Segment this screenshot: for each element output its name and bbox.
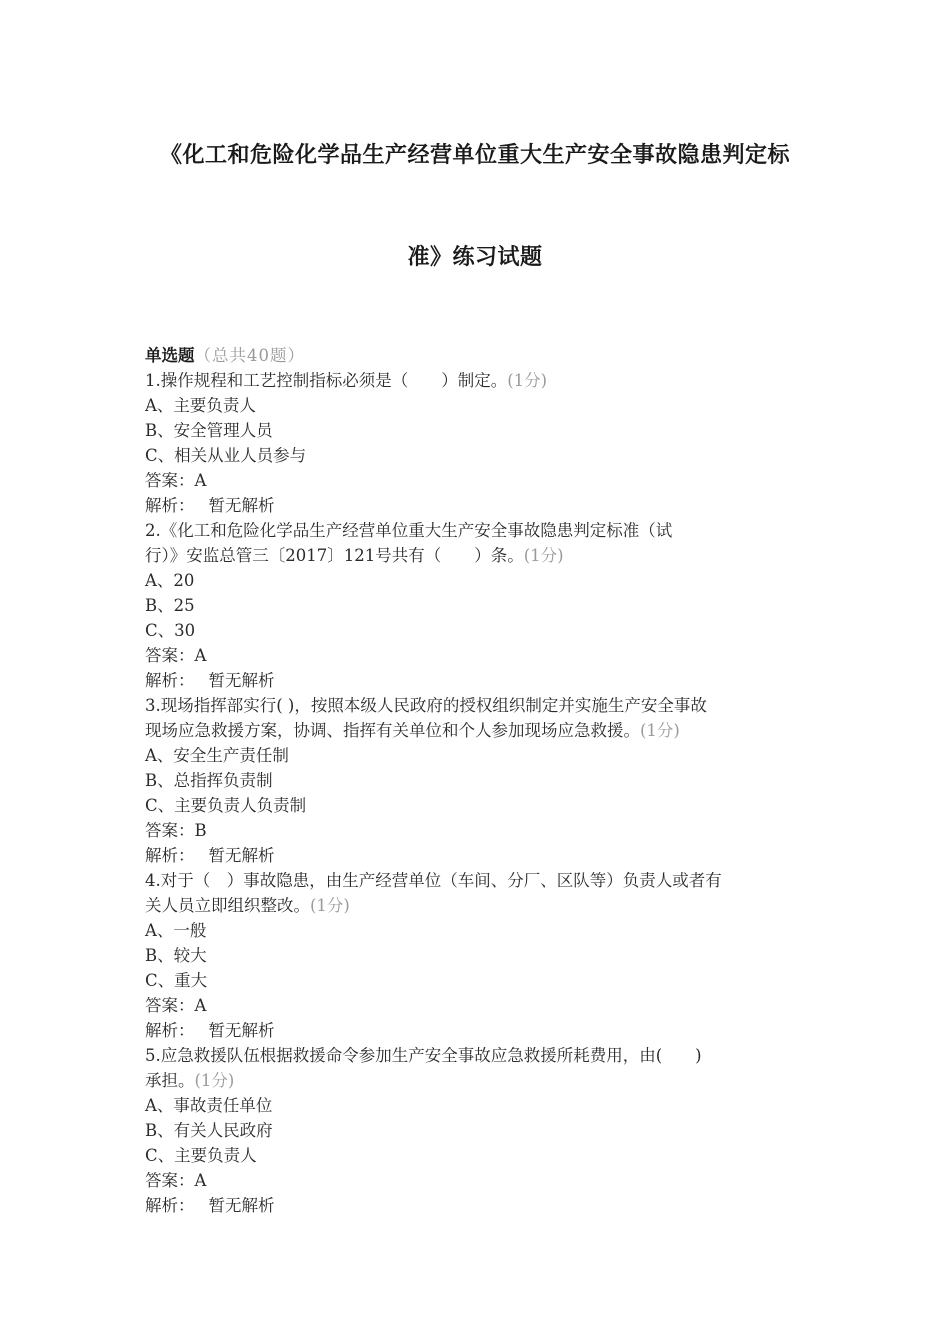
option-item: B、有关人民政府 [145,1121,273,1140]
answer-value: A [194,646,207,665]
question-text-line [145,1043,810,1068]
answer-label: 答案： [145,646,195,665]
question-text: 2.《化工和危险化学品生产经营单位重大生产安全事故隐患判定标准（试 [145,521,673,540]
question-text-line [145,893,810,918]
question-text: 4.对于（ ）事故隐患，由生产经营单位（车间、分厂、区队等）负责人或者有 [145,871,722,890]
section-label: 单选题 [145,346,195,365]
answer-value: A [194,471,207,490]
question-score: (1分) [507,371,548,390]
option-item: C、主要负责人 [145,1146,257,1165]
analysis-label: 解析： [145,1021,195,1040]
document-title-line-2: 准》练习试题 [407,244,543,270]
question-block [145,868,810,1043]
document-title-line-1: 《化工和危险化学品生产经营单位重大生产安全事故隐患判定标 [159,142,790,168]
answer-label: 答案： [145,1171,195,1190]
question-text: 5.应急救援队伍根据救援命令参加生产安全事故应急救援所耗费用，由( ) [145,1046,702,1065]
analysis-label: 解析： [145,1196,195,1215]
option-item: A、事故责任单位 [145,1096,273,1115]
question-text: 1.操作规程和工艺控制指标必须是（ ）制定。 [145,371,508,390]
question-text-line [145,543,810,568]
question-text: 承担。 [145,1071,195,1090]
section-heading [145,343,810,368]
question-text: 3.现场指挥部实行( )，按照本级人民政府的授权组织制定并实施生产安全事故 [145,696,707,715]
option-item: B、安全管理人员 [145,421,273,440]
answer-label: 答案： [145,821,195,840]
question-score: (1分) [194,1071,235,1090]
answer-label: 答案： [145,996,195,1015]
option-item: A、主要负责人 [145,396,256,415]
analysis-line [145,493,810,518]
section-count: （总共40题） [194,346,305,365]
question-block [145,693,810,868]
question-block [145,518,810,693]
analysis-line [145,843,810,868]
analysis-value: 暂无解析 [208,846,275,865]
answer-label: 答案： [145,471,195,490]
question-text-line [145,693,810,718]
answer-value: A [194,996,207,1015]
question-text-line [145,718,810,743]
answer-line [145,468,810,493]
question-block [145,368,810,518]
option-item: B、25 [145,596,195,615]
analysis-line [145,1193,810,1218]
analysis-value: 暂无解析 [208,1021,275,1040]
question-list [145,343,810,1218]
answer-value: B [194,821,207,840]
option-item: C、主要负责人负责制 [145,796,307,815]
option-item: C、相关从业人员参与 [145,446,307,465]
answer-line [145,818,810,843]
option-item: C、重大 [145,971,208,990]
question-text-line [145,518,810,543]
analysis-line [145,1018,810,1043]
question-text: 关人员立即组织整改。 [145,896,310,915]
question-text: 现场应急救援方案，协调、指挥有关单位和个人参加现场应急救援。 [145,721,640,740]
answer-value: A [194,1171,207,1190]
question-text: 行）》安监总管三〔2017〕121号共有（ ）条。 [145,546,524,565]
question-score: (1分) [640,721,680,740]
option-item: A、20 [145,571,195,590]
option-item: B、总指挥负责制 [145,771,273,790]
option-item: A、安全生产责任制 [145,746,289,765]
analysis-line [145,668,810,693]
question-score: (1分) [523,546,564,565]
question-text-line [145,368,810,393]
question-score: (1分) [310,896,350,915]
analysis-label: 解析： [145,671,195,690]
analysis-value: 暂无解析 [208,671,275,690]
option-item: C、30 [145,621,196,640]
question-block [145,1043,810,1218]
analysis-label: 解析： [145,846,195,865]
option-item: A、一般 [145,921,207,940]
analysis-label: 解析： [145,496,195,515]
questions-container [145,368,810,1218]
analysis-value: 暂无解析 [208,1196,275,1215]
question-text-line [145,868,810,893]
analysis-value: 暂无解析 [208,496,275,515]
answer-line [145,993,810,1018]
answer-line [145,1168,810,1193]
answer-line [145,643,810,668]
question-text-line [145,1068,810,1093]
option-item: B、较大 [145,946,207,965]
